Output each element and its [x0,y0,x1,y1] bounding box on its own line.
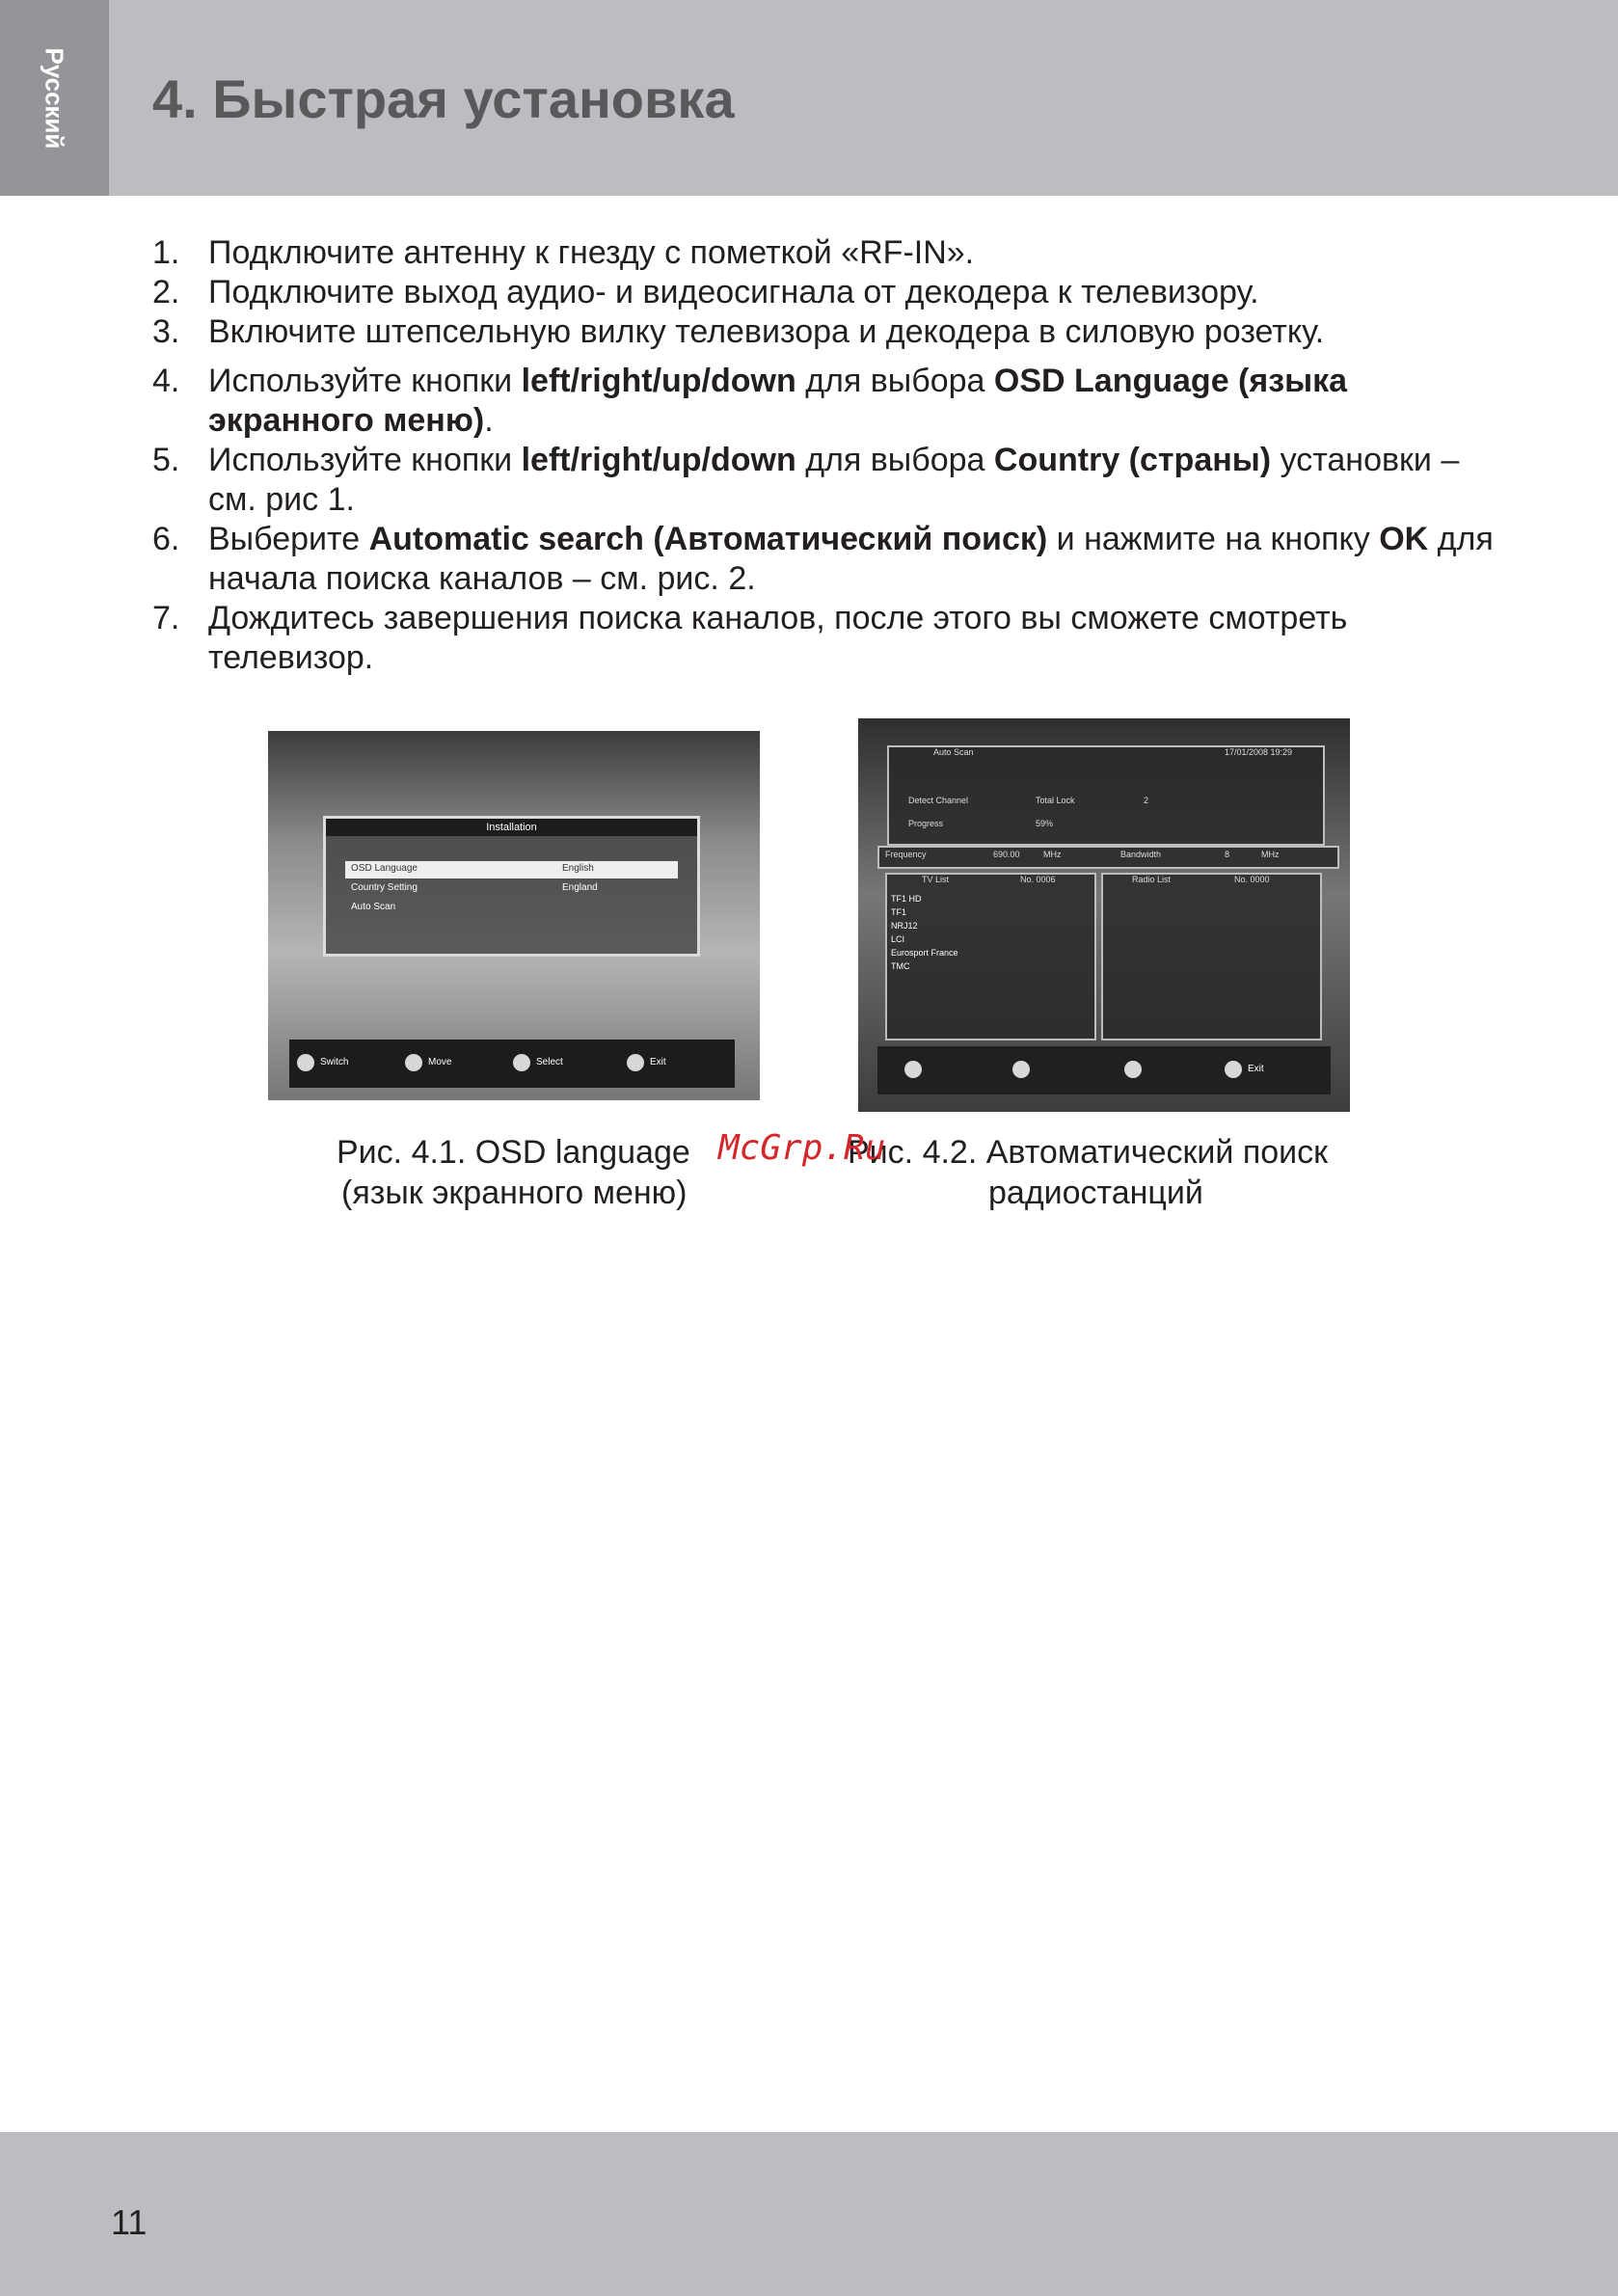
menu-row-value: England [562,882,598,893]
button-label: Move [428,1057,452,1067]
language-tab-label: Русский [40,47,69,149]
step-bold-text: left/right/up/down [521,442,796,478]
figure-auto-scan [858,718,1350,1112]
scan-title: Auto Scan [933,747,974,757]
step-text: Используйте кнопки [208,442,522,478]
list-item [150,273,1500,312]
exit-icon [627,1054,644,1071]
menu-icon [904,1061,922,1078]
instruction-list [150,233,1500,678]
step-text: Дождитесь завершения поиска каналов, после этого вы сможете смотреть телевизор. [208,600,1348,676]
frequency-label: Frequency [885,850,927,859]
step-bold-text: left/right/up/down [521,363,796,399]
page-title: 4. Быстрая установка [152,68,735,129]
menu-row-value: English [562,863,594,874]
list-item [150,599,1500,678]
watermark: McGrp.Ru [718,1128,886,1168]
bandwidth-value: 8 [1225,850,1230,859]
list-item [150,520,1500,599]
step-bold-text: Automatic search (Автоматический поиск) [368,521,1048,557]
list-item [150,312,1500,352]
select-icon [1124,1061,1142,1078]
step-text: установки – см. рис 1. [208,442,1460,518]
step-text: и нажмите на кнопку [1047,521,1380,557]
figure-caption: Рис. 4.2. Автоматический поиск [848,1134,1329,1171]
step-number: 2. [152,274,180,311]
detect-channel-label: Detect Channel [908,796,969,805]
menu-row-auto-scan [345,900,678,917]
radio-list-panel [1101,873,1322,1040]
figure-osd-language [268,731,760,1100]
bandwidth-label: Bandwidth [1120,850,1162,859]
move-icon [1012,1061,1030,1078]
step-text: Подключите антенну к гнезду с пометкой «RF-IN». [208,234,975,271]
menu-title: Installation [326,819,697,836]
language-tab [0,0,109,196]
menu-row-label: Auto Scan [351,902,396,912]
list-item [150,362,1500,441]
channel-item: Eurosport France [891,948,958,958]
menu-row-osd-language [345,861,678,878]
step-bold-text: OSD Language (языка экранного меню) [208,363,1348,439]
switch-icon [297,1054,314,1071]
step-bold-text: OK [1379,521,1429,557]
button-label: Exit [1248,1064,1264,1074]
button-label: Select [536,1057,563,1067]
step-text: Подключите выход аудио- и видеосигнала от декодера к телевизору. [208,274,1259,311]
scan-datetime: 17/01/2008 19:29 [1225,747,1293,757]
list-item [150,233,1500,273]
step-text: . [484,402,494,439]
step-number: 6. [152,521,180,557]
move-icon [405,1054,422,1071]
figure-caption: радиостанций [988,1175,1203,1211]
radio-list-count: No. 0000 [1234,875,1270,884]
step-number: 3. [152,313,180,350]
tv-list-count: No. 0006 [1020,875,1056,884]
page-number: 11 [111,2202,148,2242]
list-item [150,441,1500,520]
step-text: Включите штепсельную вилку телевизора и декодера в силовую розетку. [208,313,1325,350]
step-text: для начала поиска каналов – см. рис. 2. [208,521,1494,597]
frequency-value: 690.00 [993,850,1020,859]
step-bold-text: Country (страны) [993,442,1272,478]
progress-label: Progress [908,819,944,828]
figure-caption: (язык экранного меню) [341,1175,688,1211]
button-label: Exit [650,1057,666,1067]
figure-button-bar [289,1040,735,1088]
step-text: Используйте кнопки [208,363,522,399]
step-text: Выберите [208,521,369,557]
menu-row-label: OSD Language [351,863,418,874]
channel-item: NRJ12 [891,921,918,931]
step-text: для выбора [796,442,994,478]
exit-icon [1225,1061,1242,1078]
channel-list [891,892,958,973]
figure-caption: Рис. 4.1. OSD language [337,1134,690,1171]
menu-row-label: Country Setting [351,882,418,893]
menu-row-country [345,880,678,898]
total-lock-value: 2 [1144,796,1149,805]
step-number: 4. [152,363,180,399]
channel-item: TMC [891,961,910,971]
radio-list-label: Radio List [1132,875,1172,884]
installation-menu [323,816,700,957]
bandwidth-unit: MHz [1261,850,1280,859]
select-icon [513,1054,530,1071]
step-number: 7. [152,600,180,636]
channel-item: TF1 [891,907,907,917]
channel-item: TF1 HD [891,894,922,904]
tv-list-label: TV List [922,875,950,884]
step-number: 5. [152,442,180,478]
channel-item: LCI [891,934,905,944]
progress-value: 59% [1036,819,1054,828]
total-lock-label: Total Lock [1036,796,1075,805]
footer-band [0,2132,1618,2296]
step-text: для выбора [796,363,994,399]
frequency-unit: MHz [1043,850,1062,859]
step-number: 1. [152,234,180,271]
button-label: Switch [320,1057,349,1067]
scan-button-bar [877,1046,1331,1094]
